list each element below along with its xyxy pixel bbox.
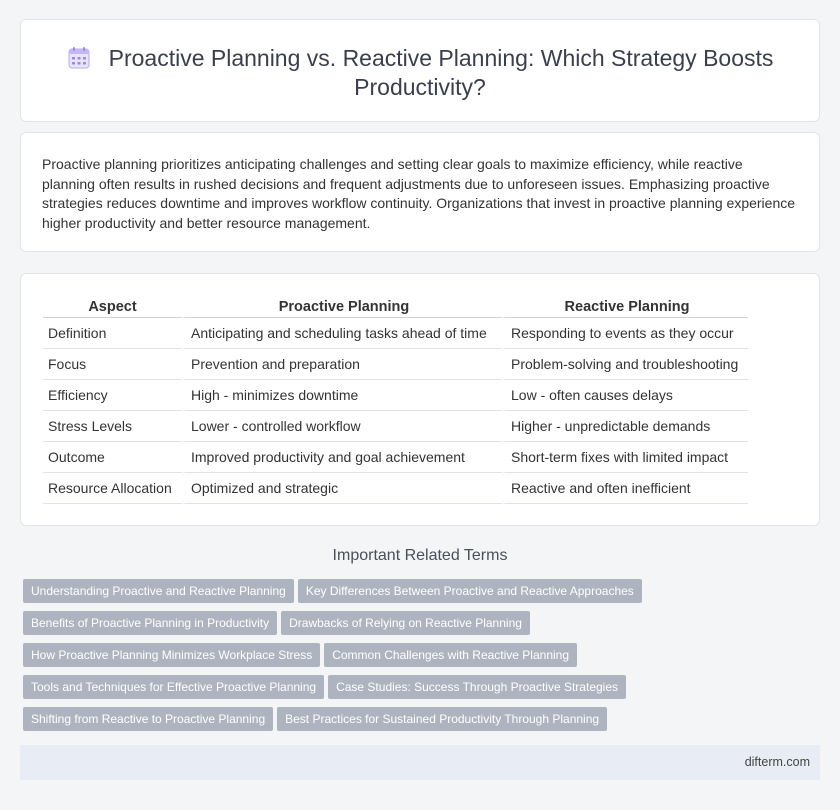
cell-reactive: Higher - unpredictable demands (502, 411, 748, 442)
title-line-1: Proactive Planning vs. Reactive Planning: Which Strategy Boosts (108, 45, 774, 71)
cell-proactive: Optimized and strategic (182, 473, 502, 504)
cell-proactive: Anticipating and scheduling tasks ahead of time (182, 318, 502, 349)
related-terms-list (23, 579, 823, 739)
related-term-link[interactable]: Tools and Techniques for Effective Proactive Planning (23, 675, 324, 699)
cell-aspect: Focus (43, 349, 182, 380)
tag-row (23, 675, 823, 707)
tag-row (23, 611, 823, 643)
table-row (43, 349, 748, 380)
related-terms-title: Important Related Terms (332, 547, 508, 564)
table-row (43, 411, 748, 442)
table-row (43, 442, 748, 473)
cell-reactive: Reactive and often inefficient (502, 473, 748, 504)
cell-reactive: Problem-solving and troubleshooting (502, 349, 748, 380)
cell-proactive: Improved productivity and goal achievement (182, 442, 502, 473)
header-aspect: Aspect (43, 297, 182, 318)
related-term-link[interactable]: Common Challenges with Reactive Planning (324, 643, 577, 667)
related-term-link[interactable]: Shifting from Reactive to Proactive Planning (23, 707, 273, 731)
cell-aspect: Efficiency (43, 380, 182, 411)
related-term-link[interactable]: How Proactive Planning Minimizes Workplace Stress (23, 643, 320, 667)
comparison-card (20, 273, 820, 526)
tag-row (23, 707, 823, 739)
cell-reactive: Responding to events as they occur (502, 318, 748, 349)
related-term-link[interactable]: Case Studies: Success Through Proactive Strategies (328, 675, 626, 699)
related-term-link[interactable]: Drawbacks of Relying on Reactive Planning (281, 611, 530, 635)
related-term-link[interactable]: Key Differences Between Proactive and Reactive Approaches (298, 579, 642, 603)
site-link[interactable]: difterm.com (744, 755, 810, 769)
intro-paragraph: Proactive planning prioritizes anticipating challenges and setting clear goals to maximize efficiency, while reactive planning often results in rushed decisions and frequent adjustments due to unforeseen issues. Emphasizing proactive strategies reduces downtime and improves workflow continuity. Organizations that invest in proactive planning experience higher productivity and better resource management. (42, 156, 796, 231)
cell-aspect: Definition (43, 318, 182, 349)
header-reactive: Reactive Planning (502, 297, 748, 318)
cell-reactive: Low - often causes delays (502, 380, 748, 411)
cell-aspect: Resource Allocation (43, 473, 182, 504)
table-row (43, 318, 748, 349)
table-header-row (43, 297, 748, 318)
comparison-table (43, 297, 748, 504)
tag-row (23, 579, 823, 611)
footer (20, 745, 820, 780)
calendar-icon (67, 46, 91, 70)
cell-proactive: Prevention and preparation (182, 349, 502, 380)
page-title (21, 44, 819, 102)
cell-aspect: Stress Levels (43, 411, 182, 442)
intro-card (20, 132, 820, 252)
title-line-2: Productivity? (354, 74, 486, 100)
table-row (43, 473, 748, 504)
cell-aspect: Outcome (43, 442, 182, 473)
related-term-link[interactable]: Understanding Proactive and Reactive Planning (23, 579, 294, 603)
cell-proactive: Lower - controlled workflow (182, 411, 502, 442)
header-proactive: Proactive Planning (182, 297, 502, 318)
table-row (43, 380, 748, 411)
tag-row (23, 643, 823, 675)
related-term-link[interactable]: Benefits of Proactive Planning in Productivity (23, 611, 277, 635)
header-card (20, 19, 820, 122)
cell-reactive: Short-term fixes with limited impact (502, 442, 748, 473)
cell-proactive: High - minimizes downtime (182, 380, 502, 411)
related-term-link[interactable]: Best Practices for Sustained Productivity Through Planning (277, 707, 607, 731)
